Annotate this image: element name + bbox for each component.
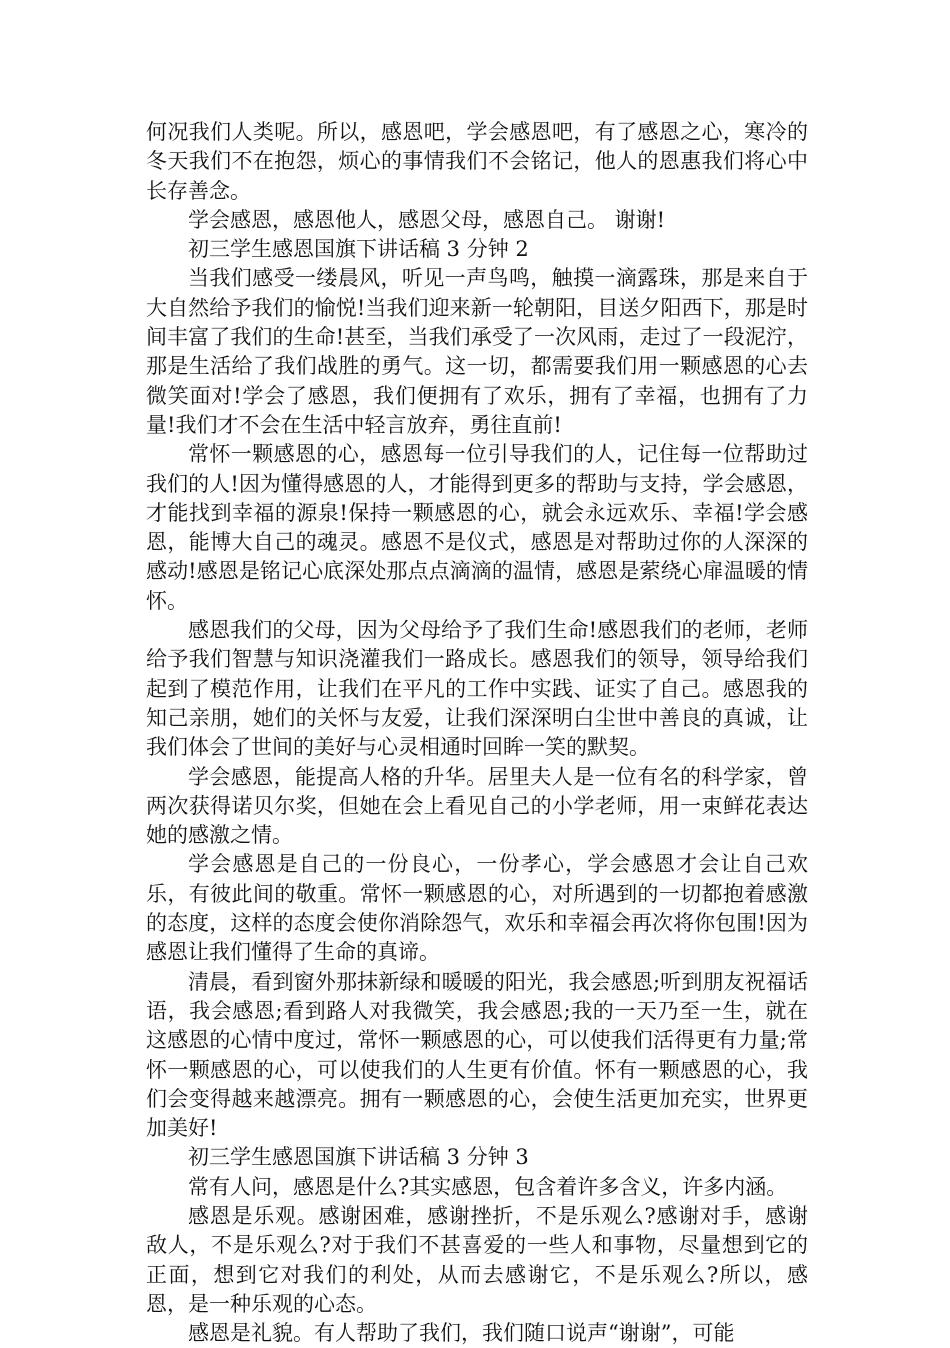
paragraph: 感恩是礼貌。有人帮助了我们，我们随口说声“谢谢”，可能	[188, 1321, 735, 1346]
paragraph: 何况我们人类呢。所以，感恩吧，学会感恩吧，有了感恩之心，寒冷的冬天我们不在抱怨，烦心的事情我们不会铭记，他人的恩惠我们将心中长存善念。	[146, 120, 808, 203]
paragraph: 学会感恩，能提高人格的升华。居里夫人是一位有名的科学家，曾两次获得诺贝尔奖，但她在会上看见自己的小学老师，用一束鲜花表达她的感激之情。	[146, 764, 808, 848]
paragraph: 常有人问，感恩是什么?其实感恩，包含着许多含义，许多内涵。	[188, 1174, 788, 1199]
paragraph: 学会感恩是自己的一份良心，一份孝心，学会感恩才会让自己欢乐，有彼此间的敬重。常怀一颗感恩的心，对所遇到的一切都抱着感激的态度，这样的态度会使你消除怨气，欢乐和幸福会再次将你包围!因为感恩让我们懂得了生命的真谛。	[146, 852, 808, 965]
document-page	[146, 118, 808, 1348]
paragraph: 常怀一颗感恩的心，感恩每一位引导我们的人，记住每一位帮助过我们的人!因为懂得感恩的人，才能得到更多的帮助与支持，学会感恩，才能找到幸福的源泉!保持一颗感恩的心，就会永远欢乐、幸福!学会感恩，能博大自己的魂灵。感恩不是仪式，感恩是对帮助过你的人深深的感动!感恩是铭记心底深处那点点滴滴的温情，感恩是萦绕心扉温暖的情怀。	[146, 442, 808, 613]
section-heading: 初三学生感恩国旗下讲话稿 3 分钟 3	[188, 1145, 529, 1170]
paragraph: 清晨，看到窗外那抹新绿和暖暖的阳光，我会感恩;听到朋友祝福话语，我会感恩;看到路人对我微笑，我会感恩;我的一天乃至一生，就在这感恩的心情中度过，常怀一颗感恩的心，可以使我们活得更有力量;常怀一颗感恩的心，可以使我们的人生更有价值。怀有一颗感恩的心，我们会变得越来越漂亮。拥有一颗感恩的心，会使生活更加充实，世界更加美好!	[146, 969, 808, 1141]
paragraph: 感恩是乐观。感谢困难，感谢挫折，不是乐观么?感谢对手，感谢敌人，不是乐观么?对于我们不甚喜爱的一些人和事物，尽量想到它的正面，想到它对我们的利处，从而去感谢它，不是乐观么?所以，感恩，是一种乐观的心态。	[146, 1203, 808, 1316]
section-heading: 初三学生感恩国旗下讲话稿 3 分钟 2	[188, 237, 529, 262]
paragraph: 感恩我们的父母，因为父母给予了我们生命!感恩我们的老师，老师给予我们智慧与知识浇灌我们一路成长。感恩我们的领导，领导给我们起到了模范作用，让我们在平凡的工作中实践、证实了自己。感恩我的知己亲朋，她们的关怀与友爱，让我们深深明白尘世中善良的真诚，让我们体会了世间的美好与心灵相通时回眸一笑的默契。	[146, 618, 808, 760]
paragraph: 当我们感受一缕晨风，听见一声鸟鸣，触摸一滴露珠，那是来自于大自然给予我们的愉悦!当我们迎来新一轮朝阳，目送夕阳西下，那是时间丰富了我们的生命!甚至，当我们承受了一次风雨，走过了一段泥泞，那是生活给了我们战胜的勇气。这一切，都需要我们用一颗感恩的心去微笑面对!学会了感恩，我们便拥有了欢乐，拥有了幸福，也拥有了力量!我们才不会在生活中轻言放弃，勇往直前!	[146, 266, 808, 437]
paragraph: 学会感恩，感恩他人，感恩父母，感恩自己。 谢谢!	[188, 207, 666, 232]
